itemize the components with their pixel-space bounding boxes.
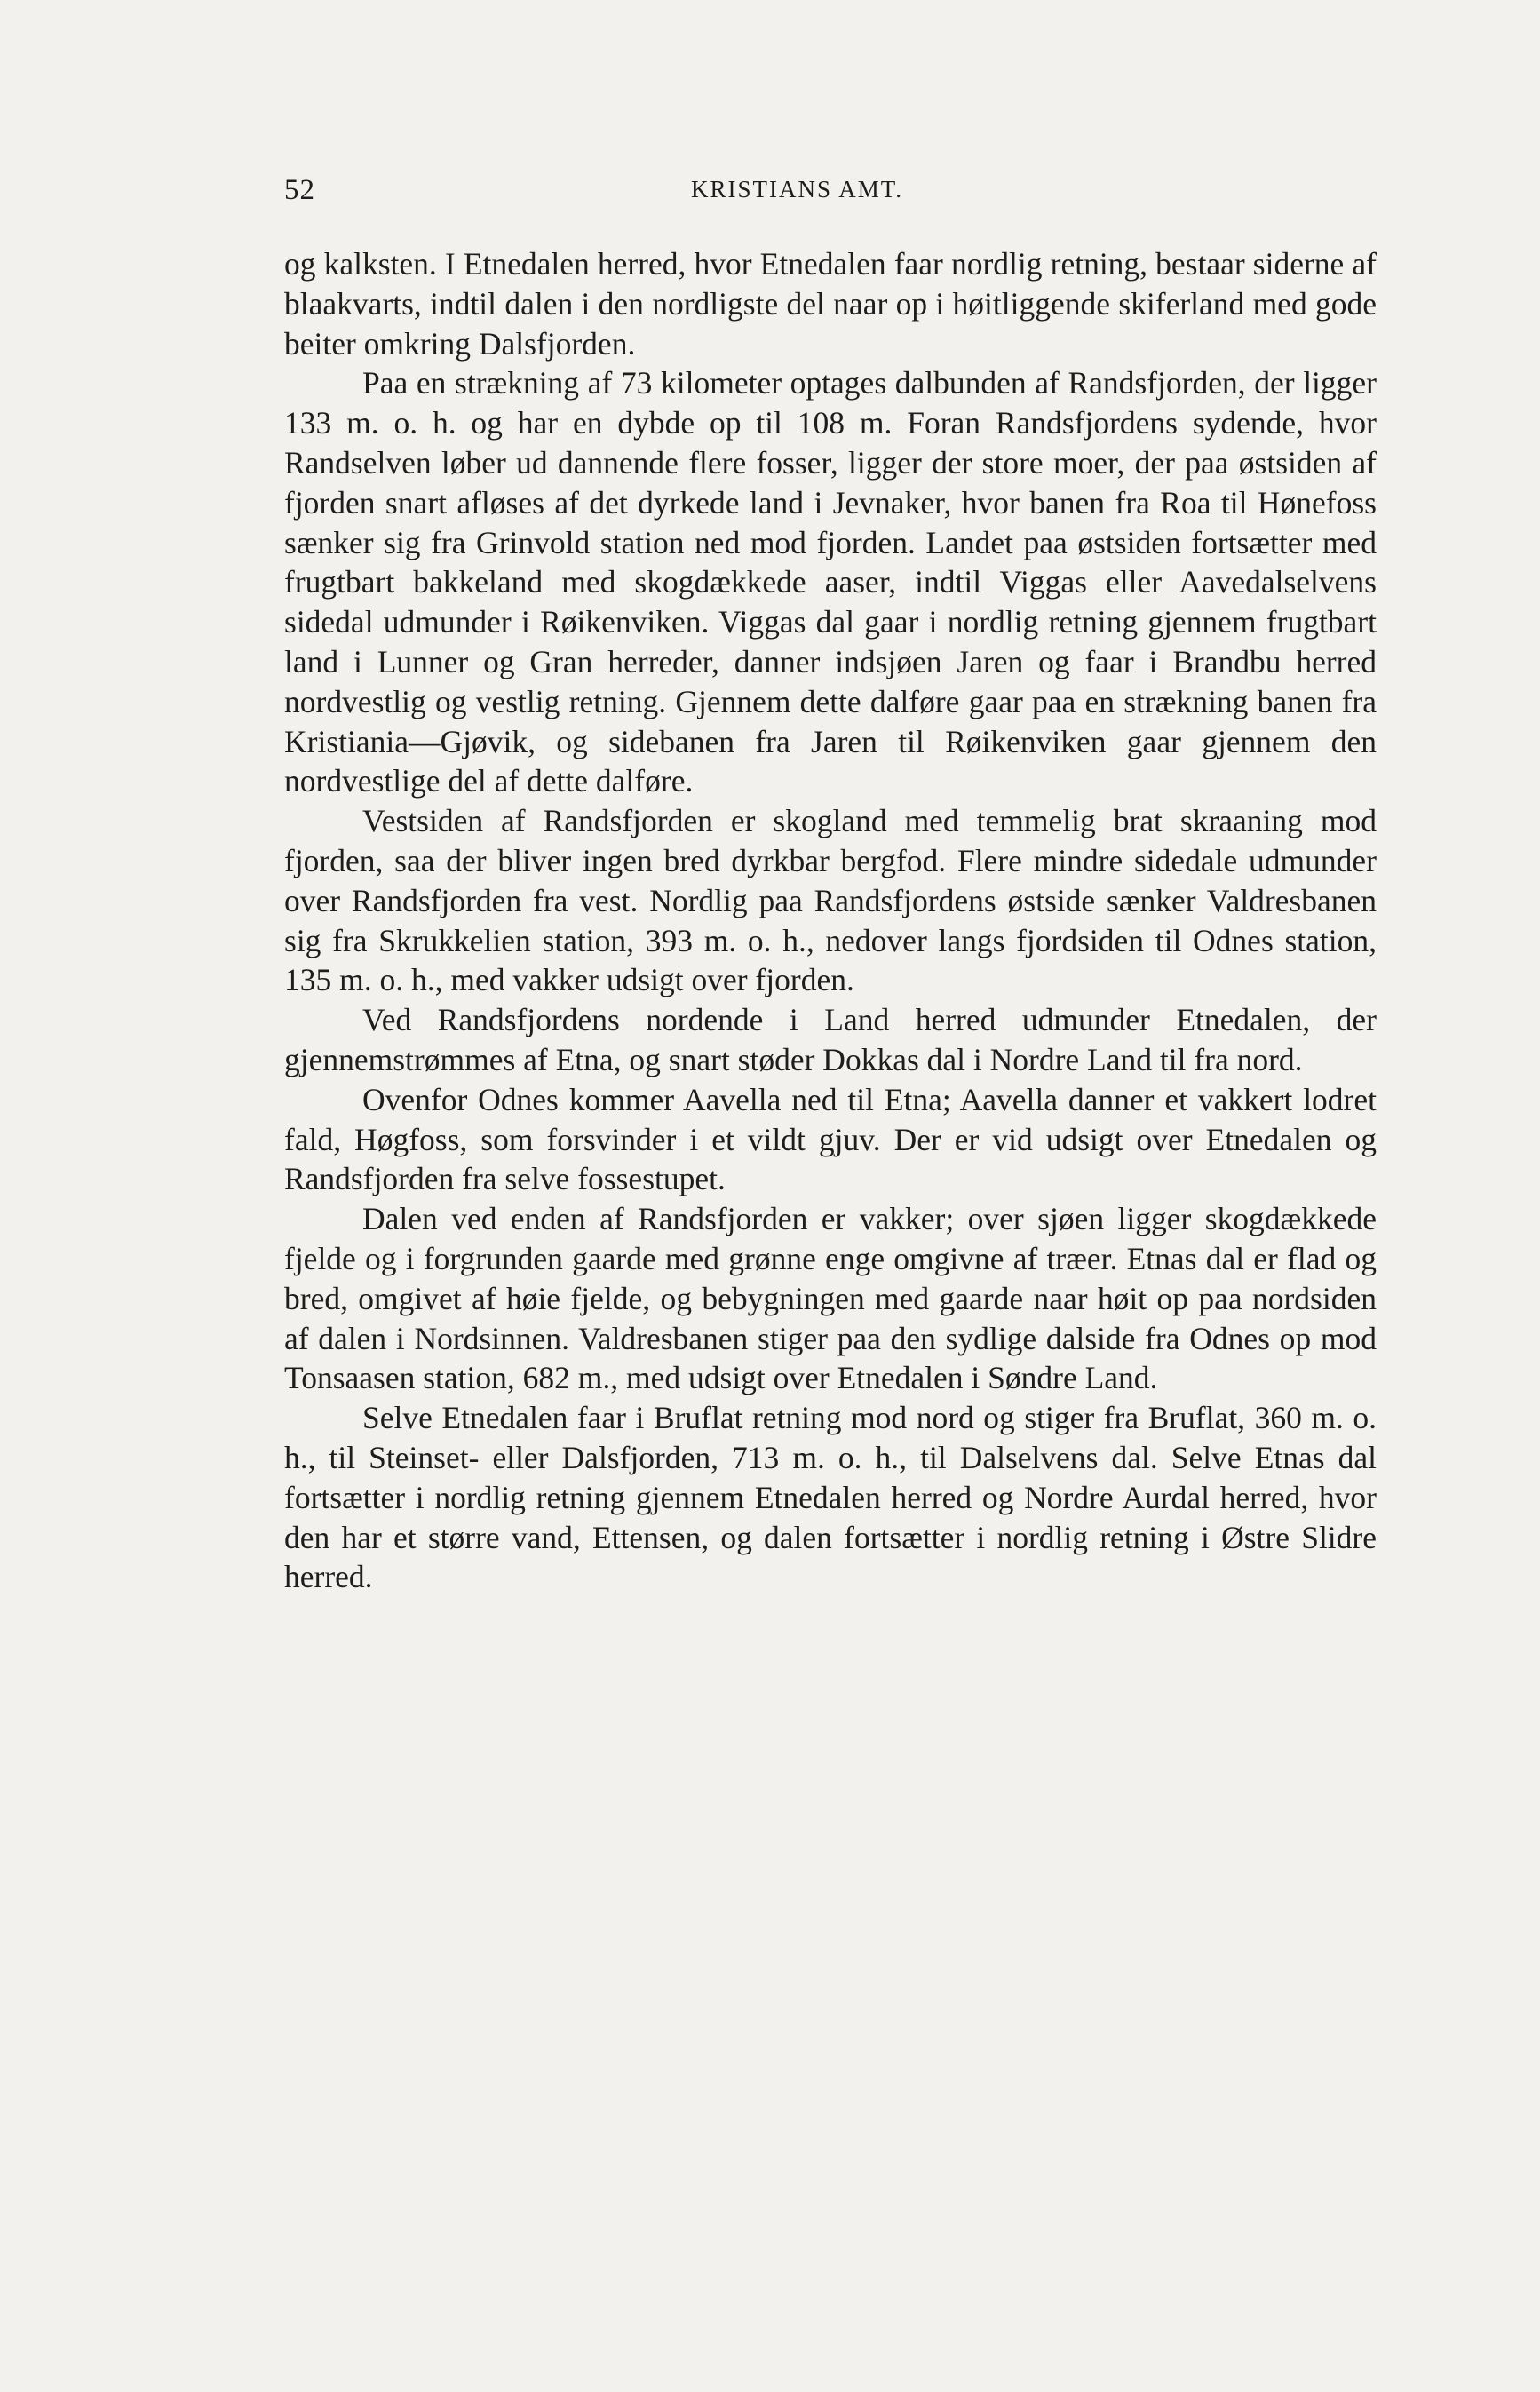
paragraph-4: Ved Randsfjordens nordende i Land herred udmunder Etnedalen, der gjennemstrømmes af Etna, og snart støder Dokkas dal i Nordre Land til fra nord. xyxy=(284,1002,1377,1077)
paragraph-7: Selve Etnedalen faar i Bruflat retning mod nord og stiger fra Bruflat, 360 m. o. h., til Steinset- eller Dalsfjorden, 713 m. o. h., til Dalselvens dal. Selve Etnas dal fortsætter i nordlig retning gjennem Etnedalen herred og Nordre Aurdal herred, hvor den har et større vand, Ettensen, og dalen fortsætter i nordlig retning i Østre Slidre herred. xyxy=(284,1400,1377,1595)
body-text xyxy=(284,244,1377,1597)
paragraph-5: Ovenfor Odnes kommer Aavella ned til Etna; Aavella danner et vakkert lodret fald, Høgfoss, som forsvinder i et vildt gjuv. Der er vid udsigt over Etnedalen og Randsfjorden fra selve fossestupet. xyxy=(284,1081,1377,1197)
paragraph-1: og kalksten. I Etnedalen herred, hvor Etnedalen faar nordlig retning, bestaar siderne af blaakvarts, indtil dalen i den nordligste del naar op i høitliggende skiferland med gode beiter omkring Dalsfjorden. xyxy=(284,246,1377,362)
page-number: 52 xyxy=(284,174,315,206)
paragraph-6: Dalen ved enden af Randsfjorden er vakker; over sjøen ligger skogdækkede fjelde og i forgrunden gaarde med grønne enge omgivne af træer. Etnas dal er flad og bred, omgivet af høie fjelde, og bebygningen med gaarde naar høit op paa nordsiden af dalen i Nordsinnen. Valdresbanen stiger paa den sydlige dalside fra Odnes op mod Tonsaasen station, 682 m., med udsigt over Etnedalen i Søndre Land. xyxy=(284,1201,1377,1396)
running-head: KRISTIANS AMT. xyxy=(691,176,904,203)
paragraph-2: Paa en strækning af 73 kilometer optages dalbunden af Randsfjorden, der ligger 133 m. o. h. og har en dybde op til 108 m. Foran Randsfjordens sydende, hvor Randselven løber ud dannende flere fosser, ligger der store moer, der paa østsiden af fjorden snart afløses af det dyrkede land i Jevnaker, hvor banen fra Roa til Hønefoss sænker sig fra Grinvold station ned mod fjorden. Landet paa østsiden fortsætter med frugtbart bakkeland med skogdækkede aaser, indtil Viggas eller Aavedalselvens sidedal udmunder i Røikenviken. Viggas dal gaar i nordlig retning gjennem frugtbart land i Lunner og Gran herreder, danner indsjøen Jaren og faar i Brandbu herred nordvestlig og vestlig retning. Gjennem dette dalføre gaar paa en strækning banen fra Kristiania—Gjøvik, og sidebanen fra Jaren til Røikenviken gaar gjennem den nordvestlige del af dette dalføre. xyxy=(284,365,1377,799)
paragraph-3: Vestsiden af Randsfjorden er skogland med temmelig brat skraaning mod fjorden, saa der bliver ingen bred dyrkbar bergfod. Flere mindre sidedale udmunder over Randsfjorden fra vest. Nordlig paa Randsfjordens østside sænker Valdresbanen sig fra Skrukkelien station, 393 m. o. h., nedover langs fjordsiden til Odnes station, 135 m. o. h., med vakker udsigt over fjorden. xyxy=(284,803,1377,998)
